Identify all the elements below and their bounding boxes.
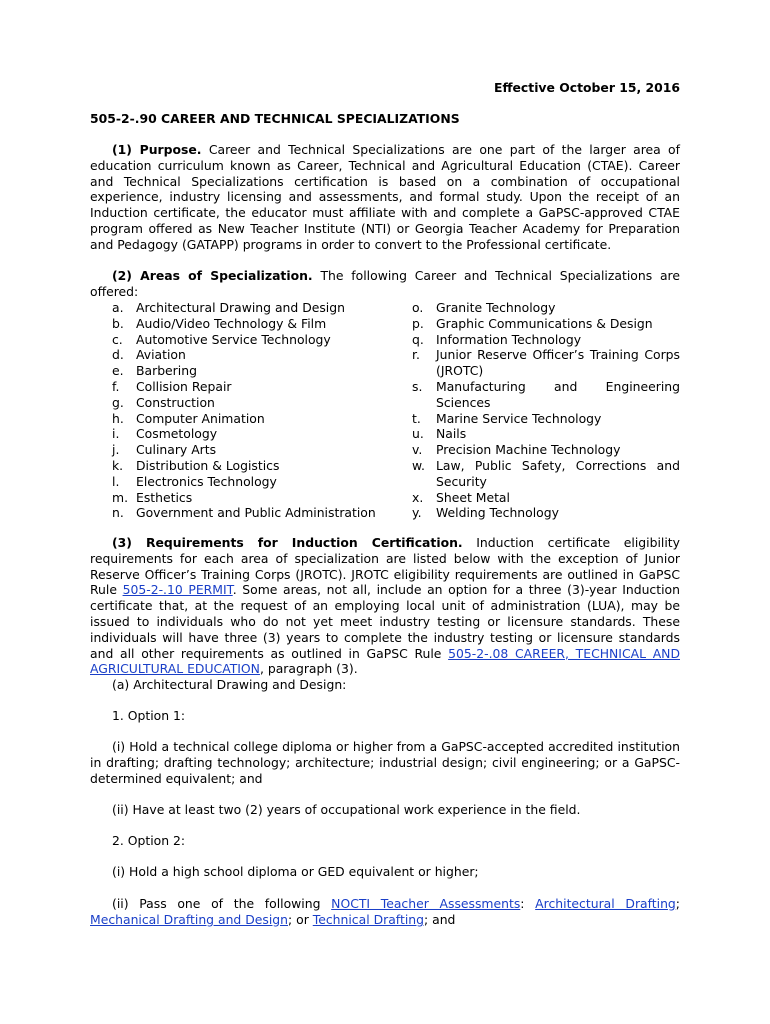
areas-paragraph: [90, 268, 680, 300]
list-item-text: Sheet Metal: [436, 489, 510, 505]
list-item: [412, 347, 680, 379]
list-item-letter: o.: [412, 300, 424, 315]
list-item-text: Esthetics: [136, 489, 193, 505]
list-item-text: Aviation: [136, 347, 186, 363]
separator: :: [520, 896, 536, 911]
list-item-letter: p.: [412, 315, 424, 331]
option-2-ii-text: (ii) Pass one of the following: [112, 896, 332, 911]
list-item-text: Government and Public Administration: [136, 505, 376, 521]
list-item-letter: s.: [412, 378, 423, 394]
list-item-text: Collision Repair: [136, 378, 232, 394]
list-item-text: Law, Public Safety, Corrections and Security: [436, 457, 680, 489]
separator: ; or: [288, 911, 313, 927]
list-item-letter: w.: [412, 457, 425, 473]
list-item-text: Granite Technology: [436, 300, 556, 315]
requirements-label: (3) Requirements for Induction Certification.: [112, 535, 463, 550]
list-column-right: [412, 300, 680, 521]
section-a-heading: (a) Architectural Drawing and Design:: [112, 677, 347, 692]
list-item: [412, 300, 680, 316]
effective-date: Effective October 15, 2016: [494, 80, 680, 95]
technical-drafting-link[interactable]: Technical Drafting: [312, 911, 424, 927]
list-column-left: [112, 300, 402, 521]
list-item: [112, 347, 402, 363]
option-2-item-ii: [90, 896, 680, 928]
list-item-letter: a.: [112, 300, 124, 315]
nocti-assessments-link[interactable]: NOCTI Teacher Assessments: [331, 896, 521, 911]
requirements-text-3: , paragraph (3).: [259, 661, 358, 677]
list-item-letter: b.: [112, 315, 124, 331]
list-item: [112, 363, 402, 379]
list-item-letter: x.: [412, 489, 424, 505]
list-item-letter: t.: [412, 410, 421, 426]
list-item: [412, 505, 680, 521]
purpose-paragraph: [90, 142, 680, 253]
rule-title: 505-2-.90 CAREER AND TECHNICAL SPECIALIZATIONS: [90, 111, 460, 126]
list-item: [412, 458, 680, 490]
list-item-letter: r.: [412, 347, 420, 363]
list-item-text: Distribution & Logistics: [136, 457, 280, 473]
list-item-text: Information Technology: [436, 331, 582, 347]
areas-text: The following Career and Technical Specializations are offered:: [90, 268, 680, 299]
list-item-text: Automotive Service Technology: [136, 331, 331, 347]
list-item-text: Precision Machine Technology: [436, 442, 621, 458]
list-item: [412, 426, 680, 442]
areas-label: (2) Areas of Specialization.: [112, 268, 313, 283]
list-item-text: Graphic Communications & Design: [436, 315, 653, 331]
list-item-letter: q.: [412, 331, 424, 347]
list-item-letter: j.: [112, 442, 120, 458]
list-item-text: Construction: [136, 394, 215, 410]
option-1-item-i: (i) Hold a technical college diploma or higher from a GaPSC-accepted accredited institution in drafting; drafting technology; architecture; industrial design; civil engineering; or a GaPSC-determined equivalent; and: [90, 739, 680, 786]
list-item: [412, 379, 680, 411]
list-item-letter: m.: [112, 489, 129, 505]
list-item-text: Electronics Technology: [136, 473, 277, 489]
list-item: [112, 332, 402, 348]
list-item-text: Marine Service Technology: [436, 410, 602, 426]
list-item-letter: h.: [112, 410, 124, 426]
list-item-letter: c.: [112, 331, 123, 347]
requirements-paragraph: [90, 535, 680, 677]
list-item-text: Cosmetology: [136, 426, 218, 442]
option-2-item-i: (i) Hold a high school diploma or GED equivalent or higher;: [112, 864, 479, 879]
list-item: [112, 300, 402, 316]
purpose-text: Career and Technical Specializations are one part of the larger area of education curriculum known as Career, Technical and Agricultural Education (CTAE). Career and Technical Specializations certification is based on a combination of occupational experience, industry licensing and assessments, and formal study. Upon the receipt of an Induction certificate, the educator must affiliate with and complete a GaPSC-approved CTAE program offered as New Teacher Institute (NTI) or Georgia Teacher Academy for Preparation and Pedagogy (GATAPP) programs in order to convert to the Professional certificate.: [90, 142, 680, 252]
ctae-rule-link[interactable]: 505-2-.08 CAREER, TECHNICAL AND AGRICULTURAL EDUCATION: [90, 645, 680, 677]
list-item: [112, 395, 402, 411]
list-item-letter: e.: [112, 363, 124, 379]
list-item: [412, 332, 680, 348]
list-item-text: Architectural Drawing and Design: [136, 300, 345, 315]
list-item-letter: f.: [112, 378, 120, 394]
list-item: [112, 490, 402, 506]
list-item-text: Nails: [436, 426, 467, 442]
separator: ;: [675, 896, 680, 911]
list-item: [112, 442, 402, 458]
list-item: [112, 426, 402, 442]
requirements-text-2: . Some areas, not all, include an option for a three (3)-year Induction certificate that, at the request of an employing local unit of administration (LUA), may be issued to individuals who do not yet meet industry testing or licensure standards. These individuals will have three (3) years to complete the industry testing or licensure standards and all other requirements as outlined in GaPSC Rule: [90, 582, 680, 661]
list-item-text: Culinary Arts: [136, 442, 217, 458]
list-item-letter: u.: [412, 426, 424, 442]
architectural-drafting-link[interactable]: Architectural Drafting: [535, 896, 676, 911]
list-item-letter: y.: [412, 505, 422, 521]
list-item: [412, 490, 680, 506]
list-item: [112, 379, 402, 395]
list-item-text: Junior Reserve Officer’s Training Corps (JROTC): [436, 347, 680, 379]
list-item-letter: i.: [112, 426, 120, 442]
list-item-letter: n.: [112, 505, 124, 521]
option-1-label: 1. Option 1:: [112, 708, 186, 723]
option-1-item-ii: (ii) Have at least two (2) years of occupational work experience in the field.: [112, 802, 581, 817]
mechanical-drafting-link[interactable]: Mechanical Drafting and Design: [90, 911, 289, 927]
list-item-text: Audio/Video Technology & Film: [136, 315, 327, 331]
option-2-label: 2. Option 2:: [112, 833, 186, 848]
list-item-text: Manufacturing and Engineering Sciences: [436, 378, 680, 410]
list-item: [412, 442, 680, 458]
option-2-ii-end: ; and: [423, 911, 456, 927]
list-item: [112, 316, 402, 332]
list-item-letter: g.: [112, 394, 124, 410]
list-item: [112, 458, 402, 474]
purpose-label: (1) Purpose.: [112, 142, 202, 157]
list-item: [412, 411, 680, 427]
list-item-letter: d.: [112, 347, 124, 363]
list-item: [112, 474, 402, 490]
list-item: [412, 316, 680, 332]
list-item-letter: v.: [412, 442, 423, 458]
list-item-letter: k.: [112, 457, 124, 473]
list-item: [112, 505, 402, 521]
permit-link[interactable]: 505-2-.10 PERMIT: [122, 582, 233, 598]
list-item-text: Barbering: [136, 363, 197, 379]
list-item: [112, 411, 402, 427]
list-item-text: Welding Technology: [436, 505, 559, 521]
list-item-text: Computer Animation: [136, 410, 265, 426]
list-item-letter: l.: [112, 473, 120, 489]
requirements-text-1: Induction certificate eligibility requirements for each area of specialization are listed below with the exception of Junior Reserve Officer’s Training Corps (JROTC). JROTC eligibility requirements are outlined in GaPSC Rule: [90, 535, 680, 598]
